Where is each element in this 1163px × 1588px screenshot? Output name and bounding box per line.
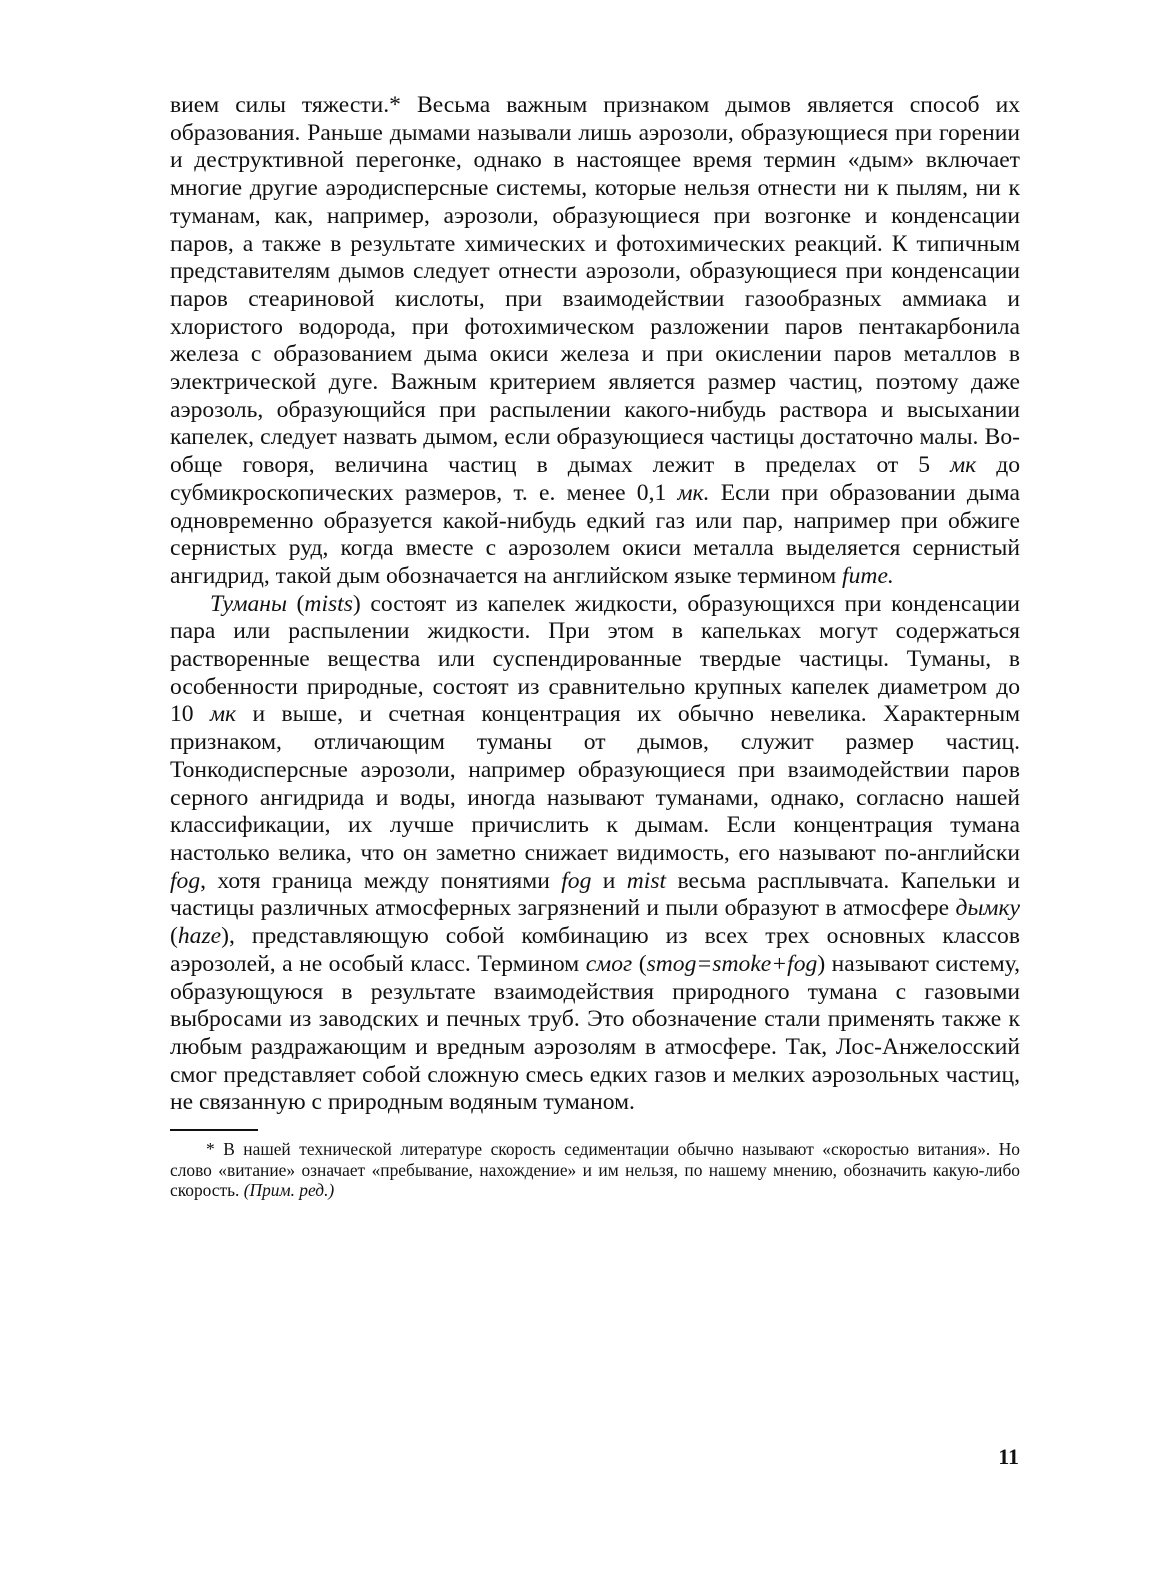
italic-run: fog [561, 867, 592, 894]
italic-run: fog [170, 867, 201, 894]
italic-run: smog=smoke+fog [646, 950, 818, 977]
page-body [170, 92, 1020, 1201]
italic-run: мк [950, 452, 977, 479]
italic-run: mist [626, 867, 667, 894]
text-run: ) называют систему, образующуюся в результате взаимодействия природного тумана с газовыми выбросами из заводских и печных труб. Это обозначение стали применять также к любым раздражающим и вредным аэрозолям в атмосфере. Так, Лос-Анжелосский смог представляет собой сложную смесь едких газов и мелких аэрозольных частиц, не связанную с природным водяным туманом. [170, 950, 1020, 1116]
text-run: весьма расплывчата. Капельки и частицы различных атмосферных загрязнений и пыли образуют в атмосфере [170, 867, 1020, 922]
text-run: ( [286, 590, 305, 617]
page-number: 11 [998, 1444, 1019, 1469]
italic-run: (Прим. ред.) [243, 1180, 335, 1201]
main-text [170, 92, 1020, 1117]
text-run: ) состоят из капелек жидкости, образующихся при конденсации пара или распылении жидкости. При этом в капельках могут содержаться растворенные вещества или суспендированные твердые частицы. Туманы, в особенности природные, состоят из сравнительно крупных капелек диаметром до 10 [170, 590, 1020, 728]
text-run: * В нашей технической литературе скорость седиментации обычно называют «скоростью витания». Но слово «витание» означает «пребывание, нахождение» и им нельзя, по нашему мнению, обозначить какую-либо скорость. [170, 1139, 1020, 1201]
text-run: ), представляющую собой комбинацию из всех трех основных классов аэрозолей, а не особый класс. Термином [170, 923, 1020, 977]
text-run: вием силы тяжести.* Весьма важным признаком дымов является способ их образования. Раньше дымами называли лишь аэрозоли, образующиеся при горении и деструктивной перегонке, однако в настоящее время термин «дым» включает многие другие аэродисперсные системы, которые нельзя отнести ни к пылям, ни к туманам, как, например, аэрозоли, образующиеся при возгонке и конденсации паров, а также в результате химических и фотохимических реакций. К типичным представителям дымов следует отнести аэрозоли, образующиеся при конденсации паров стеариновой кислоты, при взаимодействии газообразных аммиака и хлористого водорода, при фотохимическом разложении паров пентакарбонила железа с образованием дыма окиси железа и при окислении паров металлов в электрической дуге. Важным критерием является размер частиц, поэтому даже аэрозоль, образующийся при распылении какого-нибудь раствора и высыхании капелек, следует назвать дымом, если образующиеся частицы достаточно малы. Вообще говоря, величина частиц в дымах лежит в пределах от 5 [170, 92, 1020, 479]
text-run: ( [170, 923, 178, 950]
italic-run: дымку [955, 895, 1020, 922]
text-run: ( [632, 950, 647, 977]
text-run: и выше, и счетная концентрация их обычно невелика. Характерным признаком, отличающим туманы от дымов, служит размер частиц. Тонкодисперсные аэрозоли, например образующиеся при взаимодействии паров серного ангидрида и воды, иногда называют туманами, однако, согласно нашей классификации, их лучше причислить к дымам. Если концентрация тумана настолько велика, что он заметно снижает видимость, его называют по-английски [170, 701, 1020, 866]
paragraph-mists [170, 591, 1020, 1117]
paragraph-smoke [170, 92, 1020, 591]
italic-run: Туманы [210, 590, 287, 617]
italic-run: mists [304, 590, 353, 617]
text-run: до субмикроскопических размеров, т. е. менее 0,1 [170, 452, 1020, 506]
text-run: , хотя граница между понятиями [200, 867, 562, 894]
italic-run: fume. [842, 562, 894, 589]
footnotes [170, 1139, 1020, 1201]
italic-run: haze [177, 923, 222, 950]
text-run: и [591, 867, 627, 894]
footnote-1 [170, 1139, 1020, 1201]
italic-run: мк [209, 701, 237, 728]
italic-run: мк. [677, 479, 710, 506]
italic-run: смог [585, 950, 633, 977]
footnote-separator [170, 1129, 258, 1131]
text-run: Если при образовании дыма одновременно образуется какой-нибудь едкий газ или пар, например при обжиге сернистых руд, когда вместе с аэрозолем окиси металла выделяется сернистый ангидрид, такой дым обозначается на английском языке термином [170, 479, 1020, 589]
